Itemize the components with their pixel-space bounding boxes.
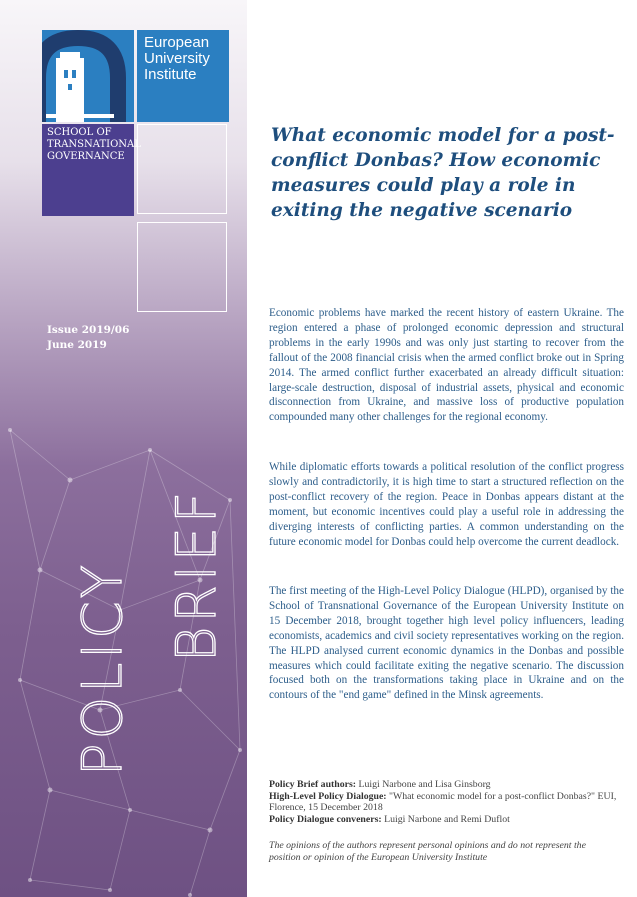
institution-name: European University Institute (144, 34, 210, 83)
dialogue-label: High-Level Policy Dialogue: (269, 790, 387, 802)
paragraph-2: While diplomatic efforts towards a political resolution of the conflict progress slowly and contradictorily, it is high time to start a structured reflection on the post-conflict recovery of the region. Peace in Donbas appears distant at the moment, but economic incentives could play a useful role in addressing the diverging interests of conflicting parties. A common understanding on the future economic model for Donbas could help overcome the current deadlock. (269, 461, 624, 548)
dialogue-line (269, 791, 619, 814)
conveners: Luigi Narbone and Remi Duflot (384, 813, 510, 825)
brief-title: What economic model for a post-conflict Donbas? How economic measures could play a role in exiting the negative scenario (271, 125, 615, 221)
disclaimer: The opinions of the authors represent personal opinions and do not represent the position or opinion of the European University Institute (269, 840, 586, 863)
issue-number: Issue 2019/06 (47, 324, 130, 336)
authors-label: Policy Brief authors: (269, 779, 357, 790)
conveners-label: Policy Dialogue conveners: (269, 813, 382, 825)
authors-line (269, 779, 619, 791)
dialogue: "What economic model for a post-conflict Donbas?" EUI, Florence, 15 December 2018 (269, 790, 617, 814)
cover-sidebar (0, 0, 247, 897)
series-word-brief: BRIEF (165, 488, 228, 662)
series-word-policy: POLICY (71, 561, 134, 776)
school-name: SCHOOL OF TRANSNATIONAL GOVERNANCE (47, 127, 141, 162)
series-title (0, 0, 247, 897)
paragraph-1: Economic problems have marked the recent history of eastern Ukraine. The region entered a phase of prolonged economic depression and structural problems in the early 1990s and was only just starting to recover from the fallout of the 2008 financial crisis when the armed conflict broke out in Spring 2014. The armed conflict further exacerbated an already difficult situation: large-scale destruction, disposal of industrial assets, physical and economic disconnection from Ukraine, and massive loss of productive population compounded many other challenges for the regional economy. (269, 307, 624, 424)
authors: Luigi Narbone and Lisa Ginsborg (358, 779, 491, 790)
credits (269, 779, 619, 825)
issue-date: June 2019 (47, 339, 107, 351)
paragraph-3: The first meeting of the High-Level Policy Dialogue (HLPD), organised by the School of Transnational Governance of the European University Institute on 15 December 2018, brought together high level policy influencers, leading economists, academics and civil society representatives working on the region. The HLPD analysed current economic dynamics in the Donbas and possible measures which could facilitate exiting the negative scenario. The discussion focused both on the transformations taking place in Ukraine and on the contours of the "end game" defined in the Minsk agreements. (269, 585, 624, 702)
main-content (247, 0, 637, 897)
conveners-line (269, 814, 619, 826)
